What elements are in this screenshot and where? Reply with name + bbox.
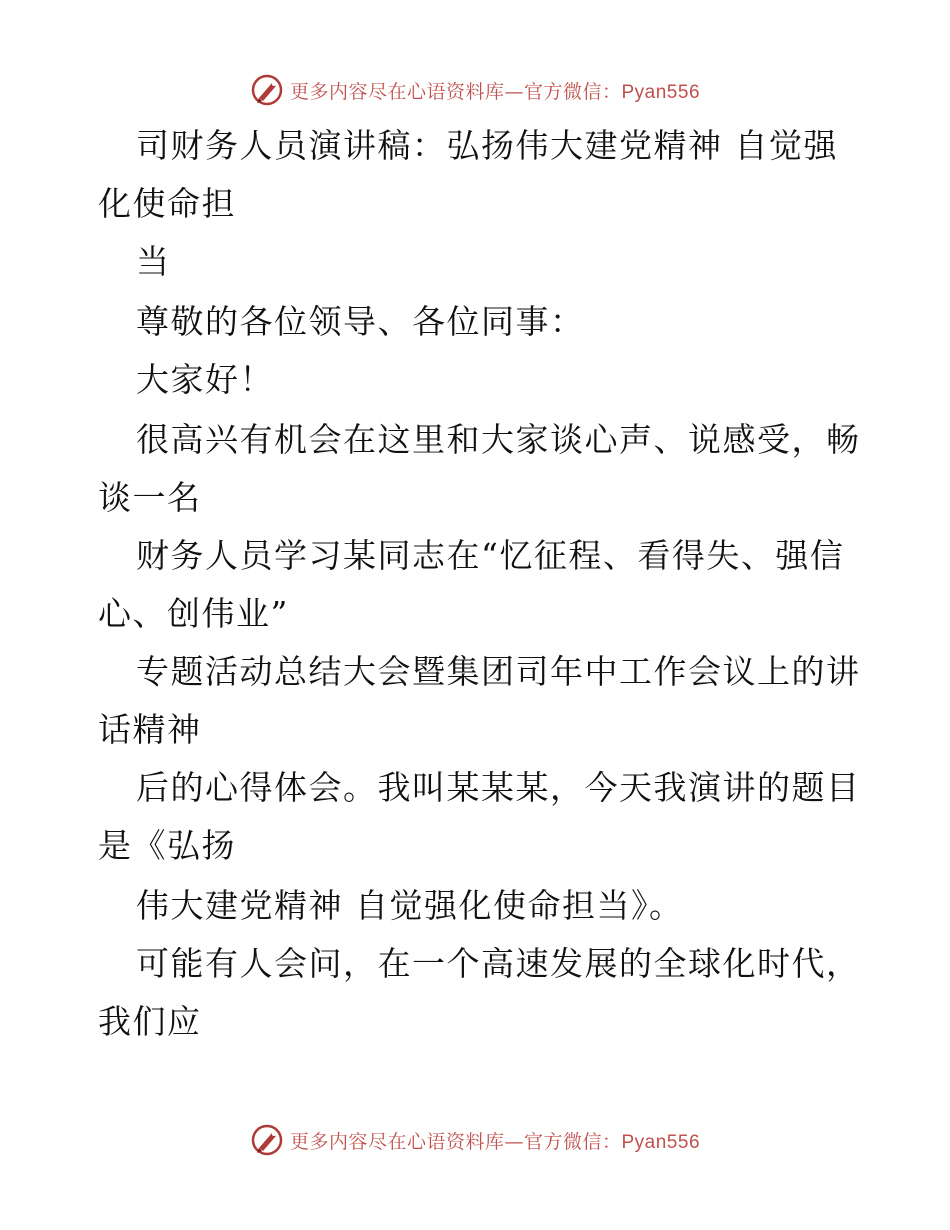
paragraph-line: 很高兴有机会在这里和大家谈心声、说感受，畅 [136, 420, 861, 459]
footer-watermark [0, 1122, 950, 1158]
paragraph-line: 话精神 [98, 710, 202, 749]
header-watermark [0, 72, 950, 108]
paragraph-line: 司财务人员演讲稿：弘扬伟大建党精神 自觉强 [136, 126, 838, 165]
paragraph-line: 谈一名 [98, 478, 202, 517]
watermark-text: 更多内容尽在心语资料库—官方微信： [289, 80, 622, 103]
paragraph-line: 化使命担 [98, 184, 236, 223]
pen-logo-icon [250, 1123, 284, 1157]
paragraph-line: 后的心得体会。我叫某某某，今天我演讲的题目 [136, 768, 861, 807]
watermark-text: 更多内容尽在心语资料库—官方微信： [289, 1130, 622, 1153]
paragraph-line: 是《弘扬 [98, 826, 236, 865]
greeting-line: 大家好！ [136, 360, 274, 399]
watermark-wechat-id: Pyan556 [621, 81, 701, 103]
paragraph-line: 可能有人会问，在一个高速发展的全球化时代， [136, 944, 861, 983]
paragraph-line: 心、创伟业” [98, 594, 289, 633]
paragraph-line: 专题活动总结大会暨集团司年中工作会议上的讲 [136, 652, 861, 691]
salutation-line: 尊敬的各位领导、各位同事： [136, 302, 585, 341]
paragraph-line: 我们应 [98, 1002, 202, 1041]
watermark-wechat-id: Pyan556 [621, 1131, 701, 1153]
pen-logo-icon [250, 73, 284, 107]
paragraph-line: 财务人员学习某同志在“忆征程、看得失、强信 [136, 536, 845, 575]
paragraph-line: 当 [136, 242, 171, 281]
paragraph-line: 伟大建党精神 自觉强化使命担当》。 [136, 886, 684, 925]
